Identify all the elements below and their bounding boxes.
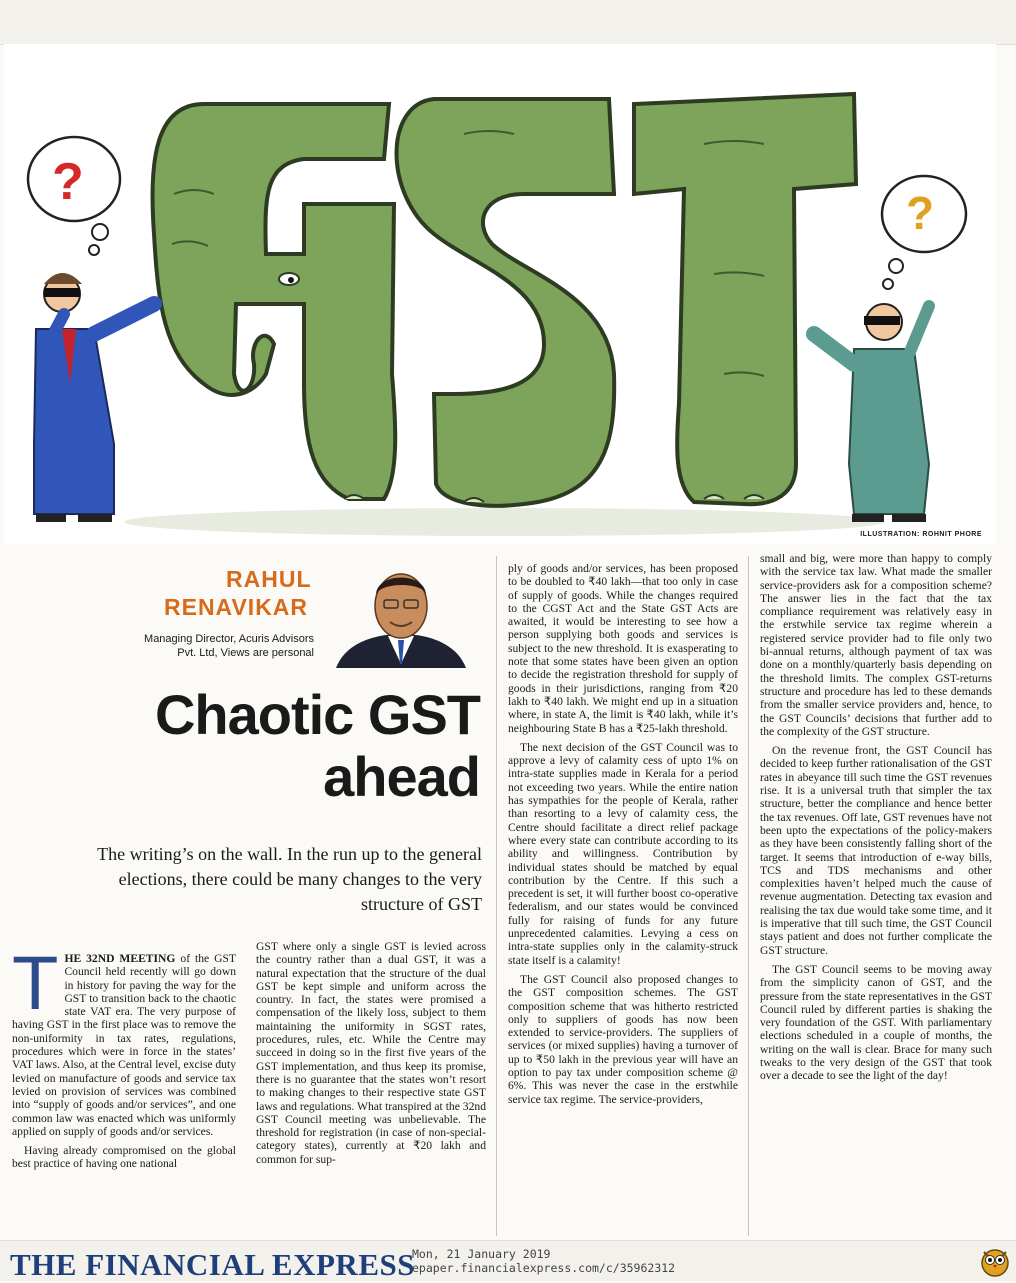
paragraph: On the revenue front, the GST Council has decided to keep further rationalisation of the GST rates in abeyance till such time the GST revenues rise. It is a universal truth that simpler the tax structure, better the compliance and hence better the tax revenues. Off late, GST revenues have not been upto the expectations of the policy-makers as they have been consistently falling short of the target. It seems that introduction of e-way bills, TCS and TDS mechanisms and other complexities haven’t helped much the cause of revenue augmentation. Detecting tax evasion and realising the tax due would take some time, and it is imperative that till such time, the GST Council stays patient and does not further complicate the GST structure.: [760, 744, 992, 957]
article-column-1: [12, 941, 236, 1177]
headline-line2: ahead: [323, 745, 480, 808]
author-role-line2: Pvt. Ltd, Views are personal: [177, 647, 314, 659]
paragraph-text: of the GST Council held recently will go down in history for paving the way for the GST to transition back to the chaotic state VAT era. The very purpose of having GST in the first place was to remove the non-uniformity in tax rates, regulations, procedures which were in force in the states’ VAT laws. Also, at the Central level, excise duty levied on manufacture of goods and service tax levied on provision of services was combined into “supply of goods and/or services”, and one common law was enacted which was uniformly applied on supply of goods and/or services.: [12, 952, 236, 1138]
column-divider: [748, 556, 749, 1236]
paragraph: [12, 941, 236, 1138]
illustration-title-letters: [4, 44, 5, 45]
masthead-logo[interactable]: THE FINANCIAL EXPRESS: [10, 1247, 415, 1282]
author-role: [124, 632, 314, 660]
author-first-name: RAHUL: [226, 566, 312, 592]
article-column-3: [508, 562, 738, 1112]
illustration-credit: ILLUSTRATION: ROHNIT PHORE: [860, 531, 982, 538]
dropcap: T: [12, 941, 59, 1026]
question-mark-icon-right: ?: [906, 187, 935, 239]
paragraph: small and big, were more than happy to comply with the service tax law. What made the smaller service-providers ask for a composition scheme? The answer lies in the fact that the tax compliance requirement was relatively easy in the erstwhile service tax regime wherein a registered service provider had to file only two bi-annual returns, although payment of tax was done on a monthly/quarterly basis depending on the threshold limits. The complex GST-returns structure and procedure has led to these demands from the smaller service providers and, hence, to the GST Councils’ decisions that further add to the complexity of the GST structure.: [760, 552, 992, 738]
article-deck: The writing’s on the wall. In the run up to the general elections, there could be many changes to the very structure of GST: [97, 844, 482, 914]
edition-url[interactable]: epaper.financialexpress.com/c/35962312: [412, 1261, 676, 1275]
lead-in: HE 32ND MEETING: [64, 952, 176, 965]
column-divider: [496, 556, 497, 1236]
paragraph: ply of goods and/or services, has been proposed to be doubled to ₹40 lakh—that too only in case of supply of goods. While the changes required to the CGST Act and the State GST Acts are awaited, it would be interesting to see how a person supplying both goods and services is subject to the new threshold. It is exasperating to note that some states have been given an option to decide the registration threshold for supply of goods in their jurisdictions, ranging from ₹20 lakh to ₹40 lakh. We might end up in a situation where, in state A, the limit is ₹40 lakh, while it’s neighbouring State B has a ₹25-lakh threshold.: [508, 562, 738, 735]
edition-info: [412, 1247, 675, 1275]
epaper-footer: [0, 1240, 1016, 1281]
gst-elephant-illustration: [4, 44, 996, 544]
author-last-name: RENAVIKAR: [164, 594, 309, 620]
question-mark-icon-left: ?: [52, 153, 84, 211]
paragraph: The GST Council seems to be moving away from the simplicity canon of GST, and the pressure from the state representatives in the GST Council ruled by different parties is shaking the very foundation of the GST. With parliamentary elections scheduled in a couple of months, the writing on the wall is clear. Brace for many such tweaks to the very design of the GST that took over a decade to see the light of the day!: [760, 962, 992, 1083]
paragraph: The next decision of the GST Council was to approve a levy of calamity cess of upto 1% on intra-state supplies made in Kerala for a period not exceeding two years. While the entire nation has sympathies for the people of Kerala, rather than resorting to a levy of calamity cess, the Centre should facilitate a direct relief package where every state can contribute according to its ability and willingness. Contribution by individual states should be matched by equal contribution by the Centre. If this such a precedent is set, it will further boost co-operative federalism, and our states would be convinced fully for raising of funds for any future unprecedented calamities. Levying a cess on intra-state supplies only in the calamity-struck state itself is a calamity!: [508, 740, 738, 967]
owl-icon[interactable]: [978, 1243, 1012, 1277]
cartoon-drawing: [4, 44, 996, 544]
paragraph: The GST Council also proposed changes to the GST composition schemes. The GST composition scheme that was hitherto restricted only to suppliers of goods has now been extended to service-providers. The suppliers of services (or mixed supplies) having a turnover of up to ₹50 lakh in the previous year will have an option to pay tax under composition scheme @ 6%. This was never the case in the erstwhile service tax regime. The service-providers,: [508, 972, 738, 1106]
author-portrait-icon: [326, 564, 476, 668]
paragraph: Having already compromised on the global best practice of having one national: [12, 1144, 236, 1171]
edition-date: Mon, 21 January 2019: [412, 1247, 551, 1261]
article-column-4: [760, 552, 992, 1089]
article-column-2: [256, 940, 486, 1172]
headline-line1: Chaotic GST: [154, 683, 480, 746]
article-headline: [40, 684, 480, 808]
author-byline: [4, 562, 484, 668]
paragraph: GST where only a single GST is levied across the country rather than a dual GST, it was a natural expectation that the structure of the dual GST be kept simple and uniform across the country. In fact, the states were promised a compensation of the likely loss, subject to them maintaining the uniformity in SGST rates, procedures, rules, etc. While the Centre may succeed in doing so in the first five years of the GST implementation, and thus keep its promise, there is no guarantee that the states won’t resort to making changes to their respective state GST laws and regulations. What transpired at the 32nd GST Council meeting was unbelievable. The threshold for registration (in case of non-special-category states), currently at ₹20 lakh and common for sup-: [256, 940, 486, 1166]
top-margin-bar: [0, 0, 1016, 45]
author-role-line1: Managing Director, Acuris Advisors: [144, 633, 314, 645]
